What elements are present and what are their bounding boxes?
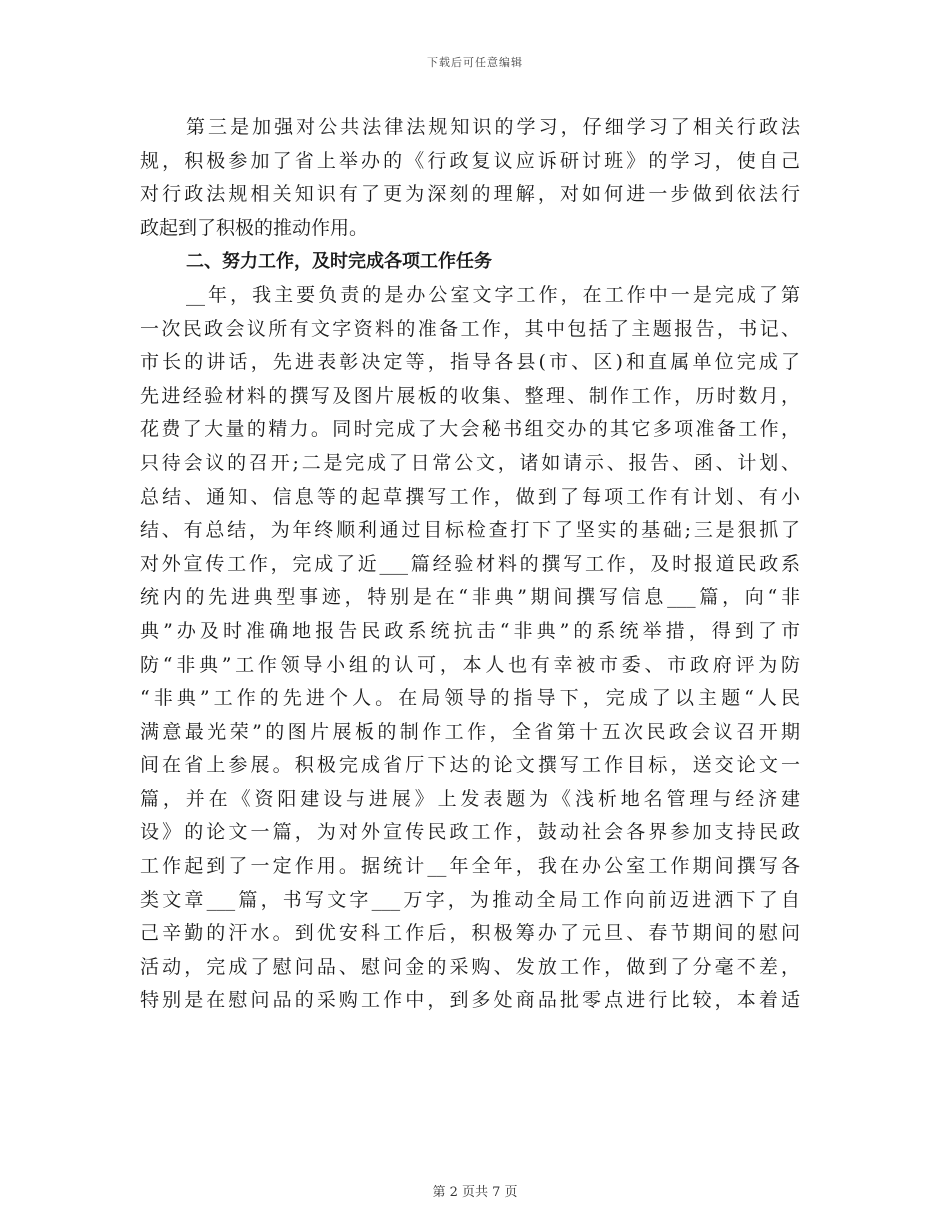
body-text-line: 活动，完成了慰问品、慰问金的采购、发放工作，做到了分毫不差， — [140, 955, 800, 978]
body-text-line: 总结、通知、信息等的起草撰写工作，做到了每项工作有计划、有小 — [140, 485, 800, 508]
body-text-line: 先进经验材料的撰写及图片展板的收集、整理、制作工作，历时数月， — [140, 384, 800, 407]
body-text-line: 设》的论文一篇，为对外宣传民政工作，鼓动社会各界参加支持民政 — [140, 821, 800, 844]
page-header: 下载后可任意编辑 — [427, 56, 523, 69]
body-text-line: 篇，并在《资阳建设与进展》上发表题为《浅析地名管理与经济建 — [140, 787, 800, 810]
body-text-line: 花费了大量的精力。同时完成了大会秘书组交办的其它多项准备工作， — [140, 418, 800, 441]
body-text-line: 只待会议的召开;二是完成了日常公文，诸如请示、报告、函、计划、 — [140, 451, 800, 474]
body-text-line: 市长的讲话，先进表彰决定等，指导各县(市、区)和直属单位完成了 — [140, 351, 800, 374]
body-text-line: 统内的先进典型事迹，特别是在“非典”期间撰写信息___篇，向“非 — [140, 586, 800, 609]
body-text-line: 典”办及时准确地报告民政系统抗击“非典”的系统举措，得到了市 — [140, 619, 800, 642]
body-text-line: 一次民政会议所有文字资料的准备工作，其中包括了主题报告，书记、 — [140, 317, 800, 340]
page-footer: 第 2 页共 7 页 — [432, 1185, 518, 1200]
body-text-line: 间在省上参展。积极完成省厅下达的论文撰写工作目标，送交论文一 — [140, 754, 800, 777]
body-text-line: __年，我主要负责的是办公室文字工作，在工作中一是完成了第 — [186, 283, 800, 306]
body-text-line: “非典”工作的先进个人。在局领导的指导下，完成了以主题“人民 — [140, 687, 800, 710]
body-text-line: 特别是在慰问品的采购工作中，到多处商品批零点进行比较，本着适 — [140, 989, 800, 1012]
body-text-line: 满意最光荣”的图片展板的制作工作，全省第十五次民政会议召开期 — [140, 720, 800, 743]
body-text-line: 第三是加强对公共法律法规知识的学习，仔细学习了相关行政法 — [186, 116, 800, 138]
body-text-line: 防“非典”工作领导小组的认可，本人也有幸被市委、市政府评为防 — [140, 653, 800, 676]
section-heading: 二、努力工作，及时完成各项工作任务 — [186, 251, 492, 273]
body-text-line: 结、有总结，为年终顺利通过目标检查打下了坚实的基础;三是狠抓了 — [140, 519, 800, 542]
body-text-line: 己辛勤的汗水。到优安科工作后，积极筹办了元旦、春节期间的慰问 — [140, 922, 800, 945]
body-text-line: 类文章___篇，书写文字___万字，为推动全局工作向前迈进洒下了自 — [140, 888, 800, 911]
body-text-line: 工作起到了一定作用。据统计__年全年，我在办公室工作期间撰写各 — [140, 855, 800, 878]
body-text-line: 政起到了积极的推动作用。 — [140, 216, 369, 239]
document-body — [140, 111, 800, 1018]
body-text-line: 对外宣传工作，完成了近___篇经验材料的撰写工作，及时报道民政系 — [140, 552, 800, 575]
body-text-line: 对行政法规相关知识有了更为深刻的理解，对如何进一步做到依法行 — [140, 183, 800, 206]
body-text-line: 规，积极参加了省上举办的《行政复议应诉研讨班》的学习，使自己 — [140, 149, 800, 172]
